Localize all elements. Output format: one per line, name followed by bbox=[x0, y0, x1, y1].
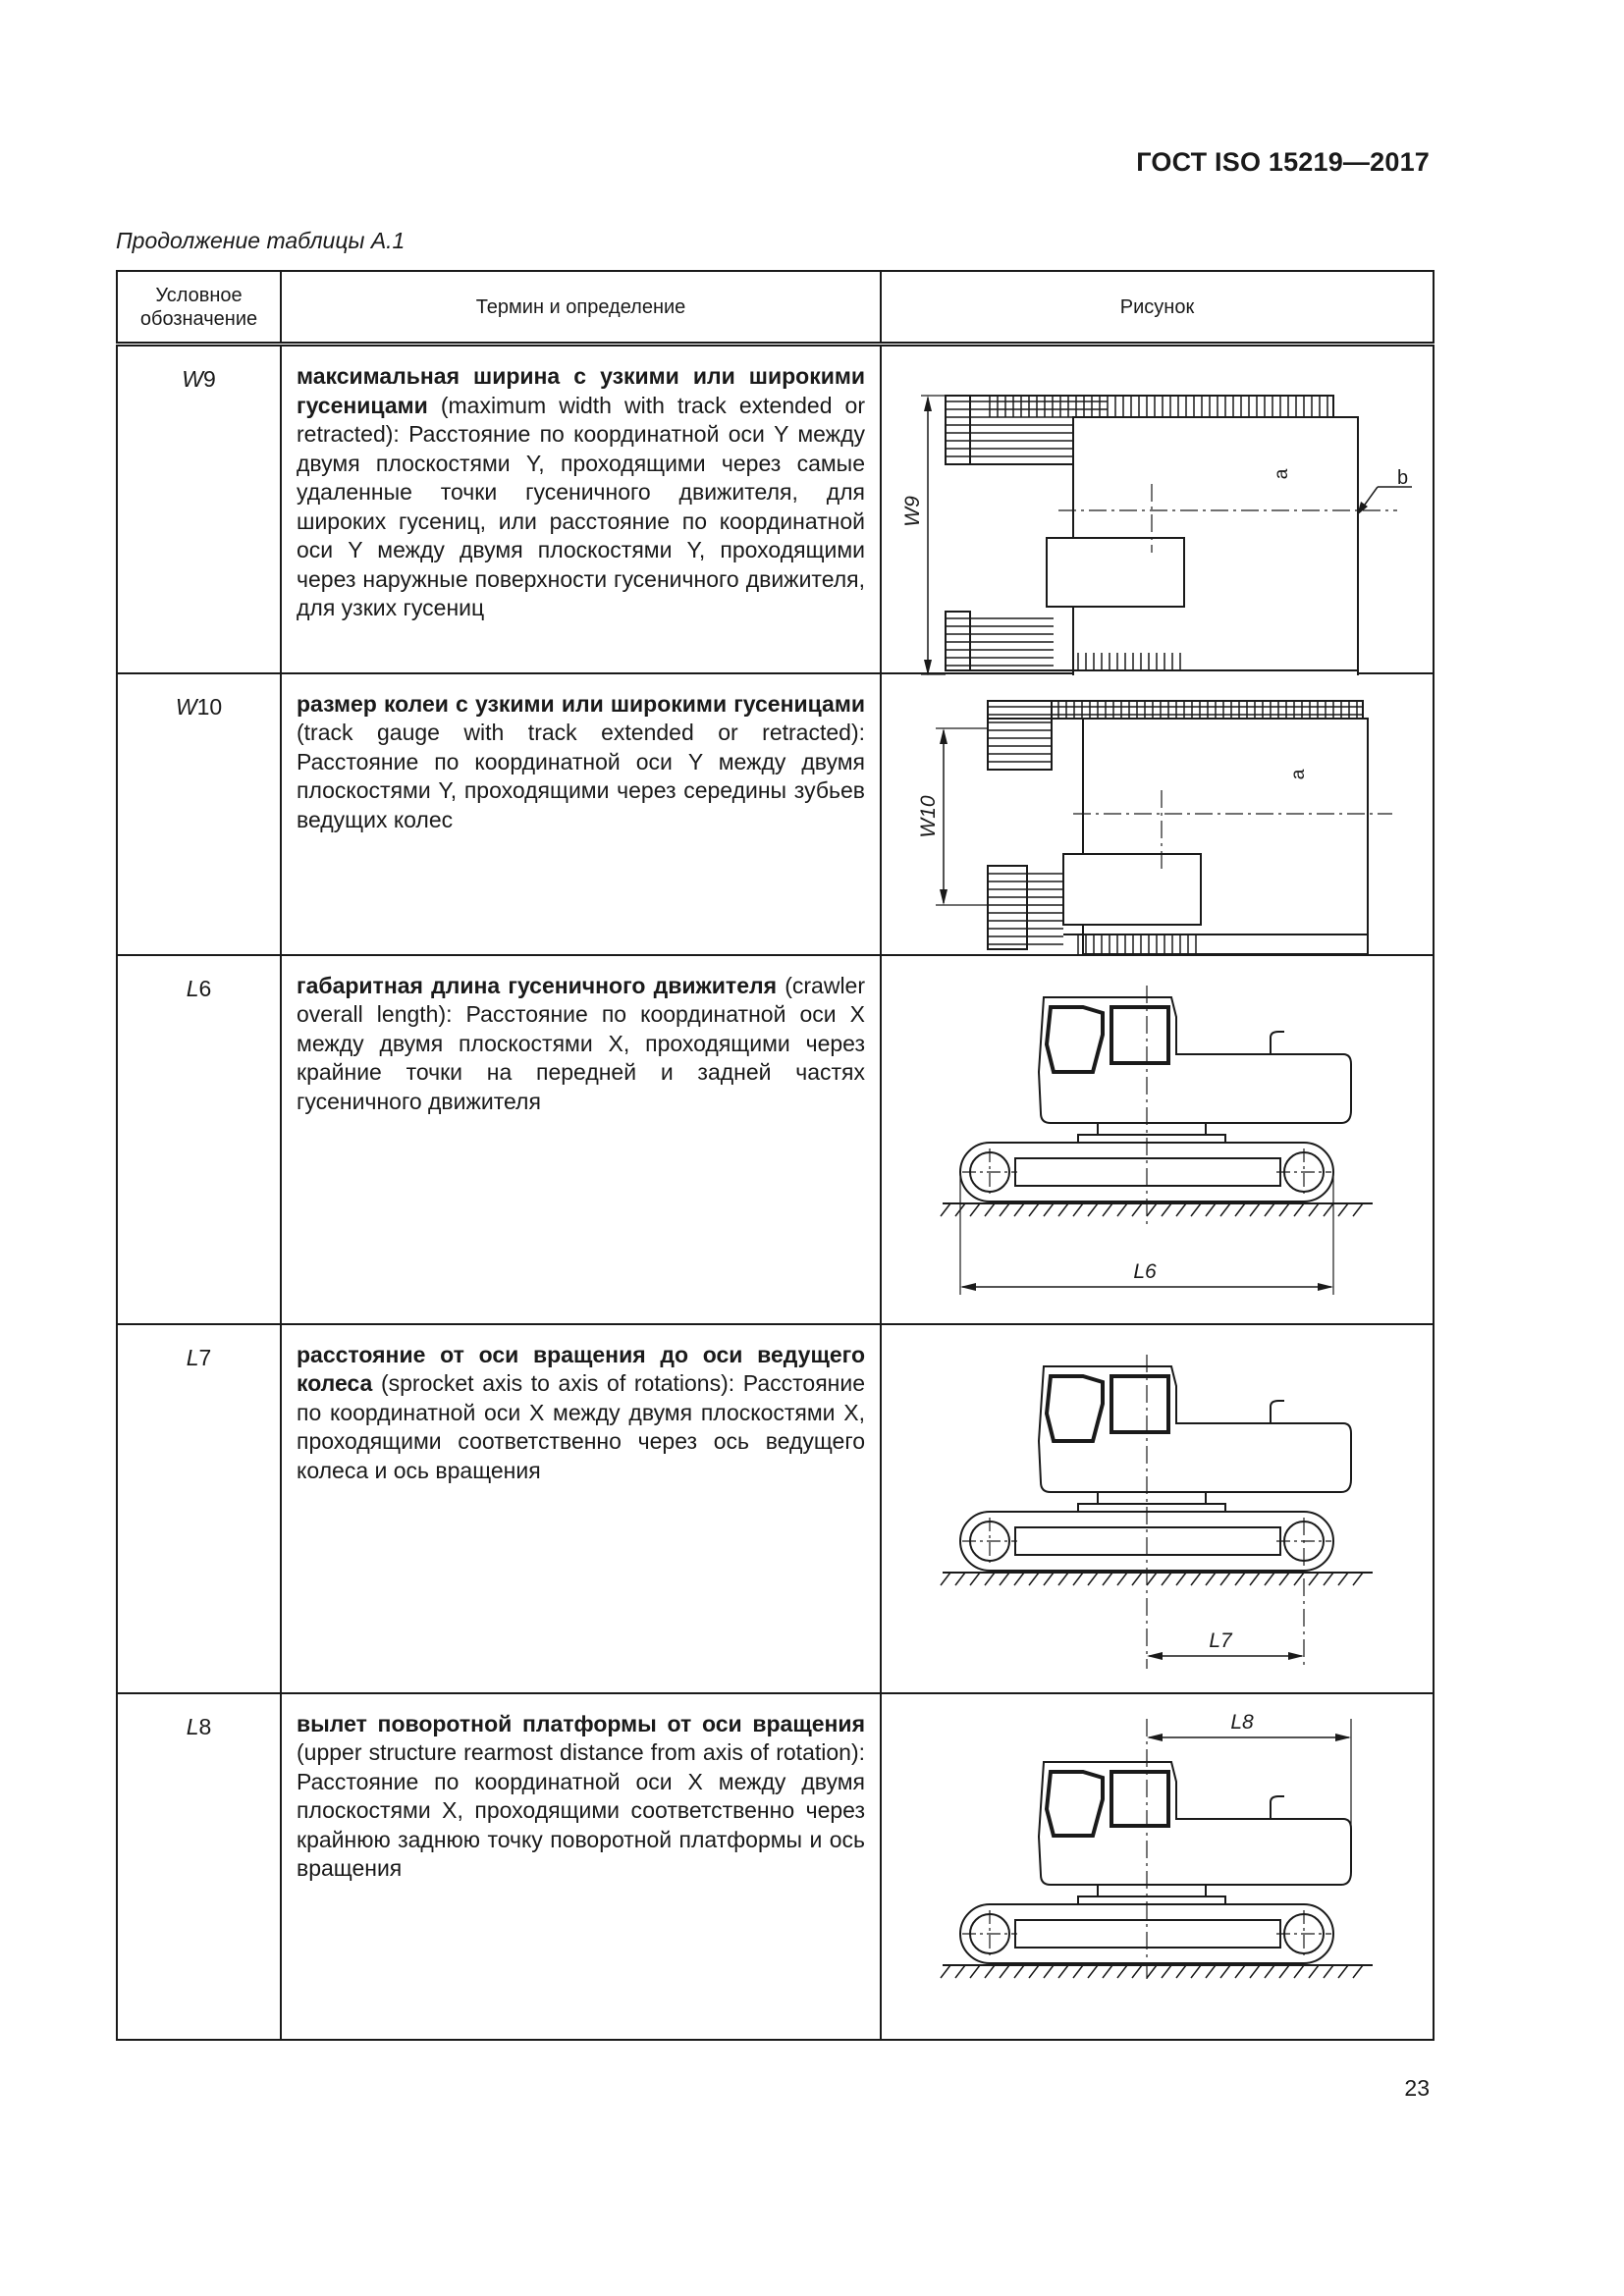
exhaust-pipe-shape bbox=[1271, 1032, 1284, 1054]
swing-bearing-shape bbox=[1098, 1885, 1206, 1896]
cab-window-front-shape bbox=[1047, 1007, 1103, 1072]
cab-window-front-shape bbox=[1047, 1772, 1103, 1836]
crawler-length-diagram bbox=[882, 956, 1435, 1325]
term-name: размер колеи с узкими или широкими гусеницами bbox=[297, 690, 865, 717]
definition-cell bbox=[281, 1324, 881, 1693]
lower-track-extension-shape bbox=[946, 612, 970, 670]
track-inner-shape bbox=[1015, 1158, 1280, 1186]
dimension-label: L6 bbox=[1133, 1259, 1157, 1283]
swing-ring-shape bbox=[1078, 1896, 1225, 1904]
cab-window-side-shape bbox=[1111, 1007, 1168, 1063]
track-inner-shape bbox=[1015, 1527, 1280, 1555]
term-definition: (track gauge with track extended or retracted): Расстояние по координатной оси Y между двумя плоскостями Y, проходящими через середины зубьев ведущих колес bbox=[297, 720, 865, 832]
exhaust-pipe-shape bbox=[1271, 1796, 1284, 1819]
term-definition: (upper structure rearmost distance from axis of rotation): Расстояние по координатной оси X между двумя плоскостями X, проходящими соответственно через крайнюю заднюю точку поворотной платформы и ось вращения bbox=[297, 1739, 865, 1881]
dimension-label: W9 bbox=[901, 496, 924, 527]
symbol-index: 6 bbox=[198, 975, 212, 1001]
figure-cell bbox=[881, 955, 1434, 1324]
lower-track-hatching bbox=[988, 874, 1063, 944]
dimension-arrow-top bbox=[940, 728, 947, 744]
table-header-row bbox=[117, 271, 1434, 345]
dimension-label: W10 bbox=[917, 794, 940, 838]
symbol-index: 9 bbox=[202, 366, 216, 392]
symbol-letter: W bbox=[175, 693, 197, 720]
dimension-arrow-top bbox=[924, 396, 932, 411]
definition-cell bbox=[281, 955, 881, 1324]
term-name: расстояние от оси вращения до оси ведущего колеса bbox=[297, 1341, 865, 1396]
definition-cell bbox=[281, 345, 881, 673]
lower-track-hatching bbox=[946, 618, 1054, 666]
dimension-arrow-left bbox=[1147, 1652, 1163, 1660]
label-a: a bbox=[1272, 468, 1292, 480]
table-caption: Продолжение таблицы А.1 bbox=[116, 228, 406, 253]
term-definition: (sprocket axis to axis of rotations): Расстояние по координатной оси X между двумя плоскостями X, проходящими соответственно через ось ведущего колеса и ось вращения bbox=[297, 1370, 865, 1483]
dimension-arrow-left bbox=[960, 1283, 976, 1291]
upper-structure-shape bbox=[1039, 1762, 1351, 1885]
swing-bearing-shape bbox=[1098, 1492, 1206, 1504]
excavator-side-view bbox=[960, 1762, 1351, 1963]
ground-hatching bbox=[941, 1965, 1363, 1978]
terms-table bbox=[116, 270, 1435, 2041]
term-name: вылет поворотной платформы от оси вращения bbox=[297, 1710, 865, 1736]
figure-cell bbox=[881, 673, 1434, 955]
label-a: a bbox=[1288, 769, 1309, 779]
ground-hatching bbox=[941, 1573, 1363, 1585]
swing-bearing-shape bbox=[1098, 1123, 1206, 1135]
symbol-cell bbox=[117, 345, 281, 673]
term-definition: (crawler overall length): Расстояние по координатной оси X между двумя плоскостями X, проходящими через крайние точки на передней и задней частях гусеничного движителя bbox=[297, 972, 865, 1114]
dimension-arrow-right bbox=[1335, 1734, 1351, 1741]
document-header: ГОСТ ISO 15219—2017 bbox=[1136, 147, 1430, 177]
table-row bbox=[117, 955, 1434, 1324]
upper-track-shape bbox=[988, 701, 1052, 770]
column-header-symbol: Условное обозначение bbox=[117, 271, 281, 345]
cab-window-front-shape bbox=[1047, 1376, 1103, 1441]
figure-cell bbox=[881, 1693, 1434, 2040]
upper-track-teeth bbox=[1058, 701, 1357, 719]
dimension-arrow-bottom bbox=[940, 889, 947, 905]
symbol-cell bbox=[117, 673, 281, 955]
excavator-side-view bbox=[960, 1355, 1351, 1669]
column-header-term: Термин и определение bbox=[281, 271, 881, 345]
term-name: габаритная длина гусеничного движителя bbox=[297, 972, 778, 998]
dimension-arrow-left bbox=[1147, 1734, 1163, 1741]
symbol-index: 7 bbox=[198, 1344, 212, 1370]
dimension-label: L7 bbox=[1209, 1629, 1232, 1652]
label-b: b bbox=[1397, 467, 1409, 489]
column-header-figure: Рисунок bbox=[881, 271, 1434, 345]
upper-structure-shape bbox=[1039, 1366, 1351, 1492]
swing-ring-shape bbox=[1078, 1504, 1225, 1512]
upper-track-top-band bbox=[988, 701, 1363, 719]
table-row bbox=[117, 345, 1434, 673]
track-width-diagram bbox=[882, 347, 1435, 675]
dimension-label: L8 bbox=[1230, 1710, 1254, 1734]
definition-cell bbox=[281, 673, 881, 955]
cab-window-side-shape bbox=[1111, 1376, 1168, 1432]
upper-structure-shape bbox=[1039, 997, 1351, 1123]
symbol-letter: L bbox=[186, 1344, 199, 1370]
swing-ring-shape bbox=[1078, 1135, 1225, 1143]
symbol-index: 10 bbox=[196, 693, 223, 720]
symbol-letter: W bbox=[182, 366, 203, 392]
sprocket-axis-diagram bbox=[882, 1325, 1435, 1694]
table-row bbox=[117, 1693, 1434, 2040]
symbol-letter: L bbox=[186, 1713, 199, 1739]
term-name: максимальная ширина с узкими или широкими гусеницами bbox=[297, 363, 865, 418]
exhaust-pipe-shape bbox=[1271, 1401, 1284, 1423]
symbol-cell bbox=[117, 1324, 281, 1693]
rear-swing-radius-diagram bbox=[882, 1694, 1435, 2041]
table-row bbox=[117, 1324, 1434, 1693]
figure-cell bbox=[881, 345, 1434, 673]
track-gauge-diagram bbox=[882, 674, 1435, 956]
dimension-arrow-right bbox=[1288, 1652, 1304, 1660]
ground-hatching bbox=[941, 1203, 1363, 1216]
symbol-letter: L bbox=[186, 975, 199, 1001]
term-definition: (maximum width with track extended or retracted): Расстояние по координатной оси Y между двумя плоскостями Y, проходящими через самые удаленные точки гусеничного движителя, для широких гусениц, или расстояние по координатной оси Y между двумя плоскостями Y, проходящими через наружные поверхности гусеничного движителя, для узких гусениц bbox=[297, 392, 865, 620]
sprocket-block-shape bbox=[1047, 538, 1184, 607]
table-row bbox=[117, 673, 1434, 955]
sprocket-block-shape bbox=[1063, 854, 1201, 925]
symbol-cell bbox=[117, 1693, 281, 2040]
cab-window-side-shape bbox=[1111, 1772, 1168, 1826]
symbol-index: 8 bbox=[198, 1713, 212, 1739]
track-inner-shape bbox=[1015, 1920, 1280, 1948]
page-number: 23 bbox=[1404, 2075, 1430, 2101]
upper-track-teeth bbox=[990, 396, 1327, 417]
definition-cell bbox=[281, 1693, 881, 2040]
upper-track-extension-shape bbox=[946, 396, 970, 464]
symbol-cell bbox=[117, 955, 281, 1324]
dimension-arrow-right bbox=[1318, 1283, 1333, 1291]
figure-cell bbox=[881, 1324, 1434, 1693]
excavator-side-view bbox=[960, 986, 1351, 1227]
